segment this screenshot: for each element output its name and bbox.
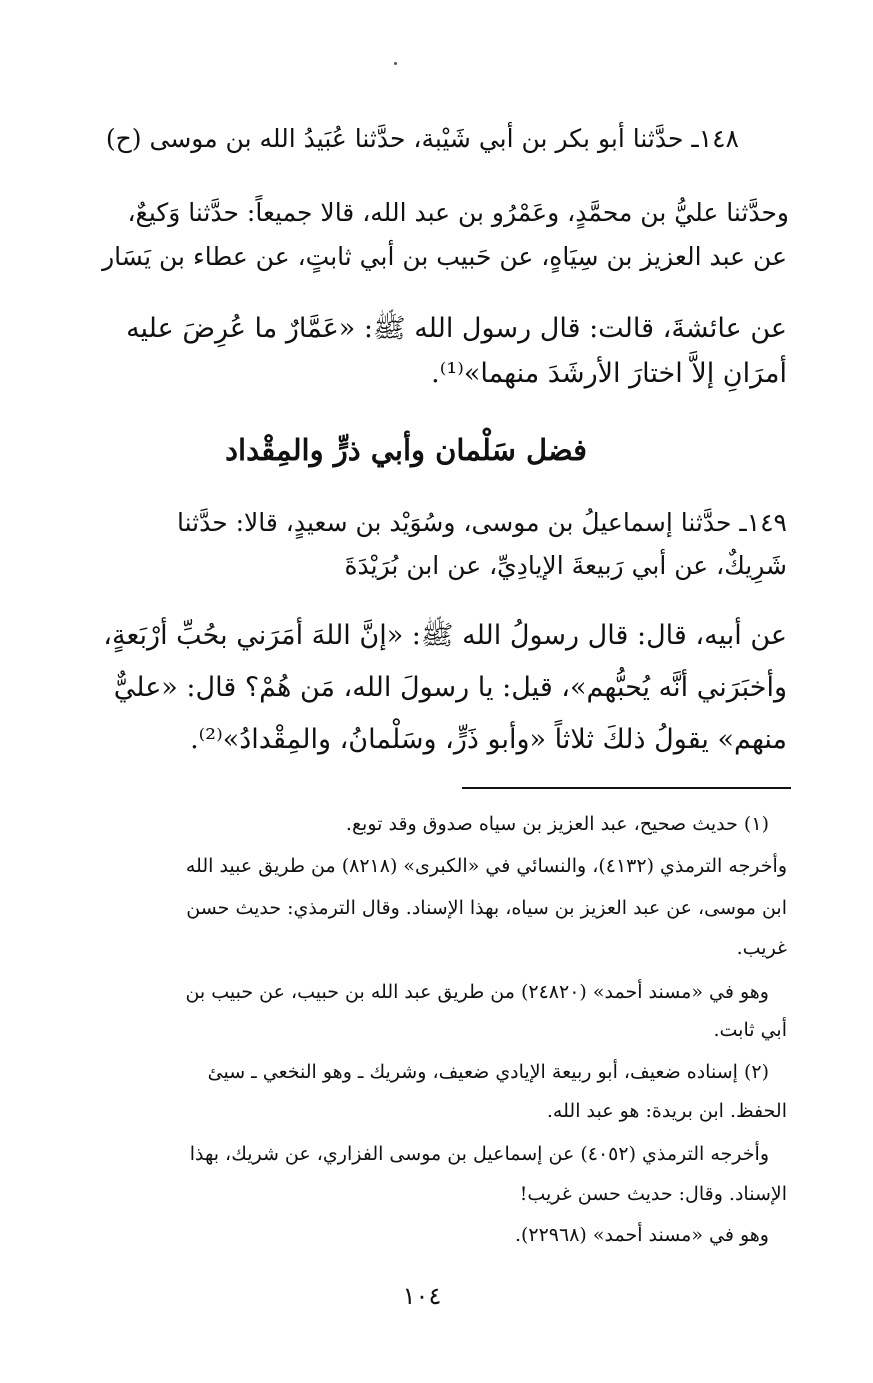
footnote-1-line-2: وأخرجه الترمذي (٤١٣٢)، والنسائي في «الكبرى» (٨٢١٨) من طريق عبيد الله — [185, 855, 787, 877]
page-number: ١٠٤ — [402, 1282, 442, 1310]
matn-149-line-2: وأخبَرَني أنَّه يُحبُّهم»، قيل: يا رسولَ الله، مَن هُمْ؟ قال: «عليٌّ — [113, 672, 787, 703]
chapter-heading: فضل سَلْمان وأبي ذرٍّ والمِقْداد — [225, 433, 587, 467]
matn-148-line-2: أمرَانِ إلاَّ اختارَ الأرشَدَ منهما»⁽¹⁾. — [431, 358, 787, 389]
footnote-1-line-6: أبي ثابت. — [713, 1019, 787, 1041]
isnad-148-line-1: ١٤٨ـ حدَّثنا أبو بكر بن أبي شَيْبة، حدَّثنا عُبَيدُ الله بن موسى (ح) — [105, 124, 739, 153]
matn-149-line-1: عن أبيه، قال: قال رسولُ الله ﷺ: «إنَّ اللهَ أمَرَني بحُبِّ أرْبَعةٍ، — [103, 620, 787, 651]
matn-148-line-1: عن عائشةَ، قالت: قال رسول الله ﷺ: «عَمَّارٌ ما عُرِضَ عليه — [126, 313, 787, 344]
scan-speck — [394, 62, 397, 65]
matn-149-line-3: منهم» يقولُ ذلكَ ثلاثاً «وأبو ذَرٍّ، وسَلْمانُ، والمِقْدادُ»⁽²⁾. — [190, 724, 787, 755]
footnote-separator — [462, 787, 791, 789]
footnote-2-line-4: الإسناد. وقال: حديث حسن غريب! — [519, 1183, 787, 1205]
isnad-149-line-2: شَرِيكٌ، عن أبي رَبيعةَ الإيادِيِّ، عن ابن بُرَيْدَةَ — [344, 551, 787, 580]
footnote-1-line-4: غريب. — [736, 937, 787, 959]
footnote-2-line-1: (٢) إسناده ضعيف، أبو ربيعة الإيادي ضعيف، وشريك ـ وهو النخعي ـ سيئ — [207, 1061, 769, 1083]
footnote-2-line-3: وأخرجه الترمذي (٤٠٥٢) عن إسماعيل بن موسى الفزاري، عن شريك، بهذا — [189, 1143, 769, 1165]
footnote-2-line-5: وهو في «مسند أحمد» (٢٢٩٦٨). — [514, 1224, 769, 1246]
isnad-149-line-1: ١٤٩ـ حدَّثنا إسماعيلُ بن موسى، وسُوَيْد بن سعيدٍ، قالا: حدَّثنا — [176, 508, 787, 537]
isnad-148-line-3: عن عبد العزيز بن سِيَاهٍ، عن حَبيب بن أبي ثابتٍ، عن عطاء بن يَسَار — [102, 242, 787, 271]
isnad-148-line-2: وحدَّثنا عليُّ بن محمَّدٍ، وعَمْرُو بن عبد الله، قالا جميعاً: حدَّثنا وَكيعٌ، — [127, 198, 789, 227]
footnote-2-line-2: الحفظ. ابن بريدة: هو عبد الله. — [546, 1100, 787, 1122]
footnote-1-line-3: ابن موسى، عن عبد العزيز بن سياه، بهذا الإسناد. وقال الترمذي: حديث حسن — [186, 897, 787, 919]
footnote-1-line-5: وهو في «مسند أحمد» (٢٤٨٢٠) من طريق عبد الله بن حبيب، عن حبيب بن — [185, 981, 769, 1003]
footnote-1-line-1: (١) حديث صحيح، عبد العزيز بن سياه صدوق وقد توبع. — [345, 813, 769, 835]
